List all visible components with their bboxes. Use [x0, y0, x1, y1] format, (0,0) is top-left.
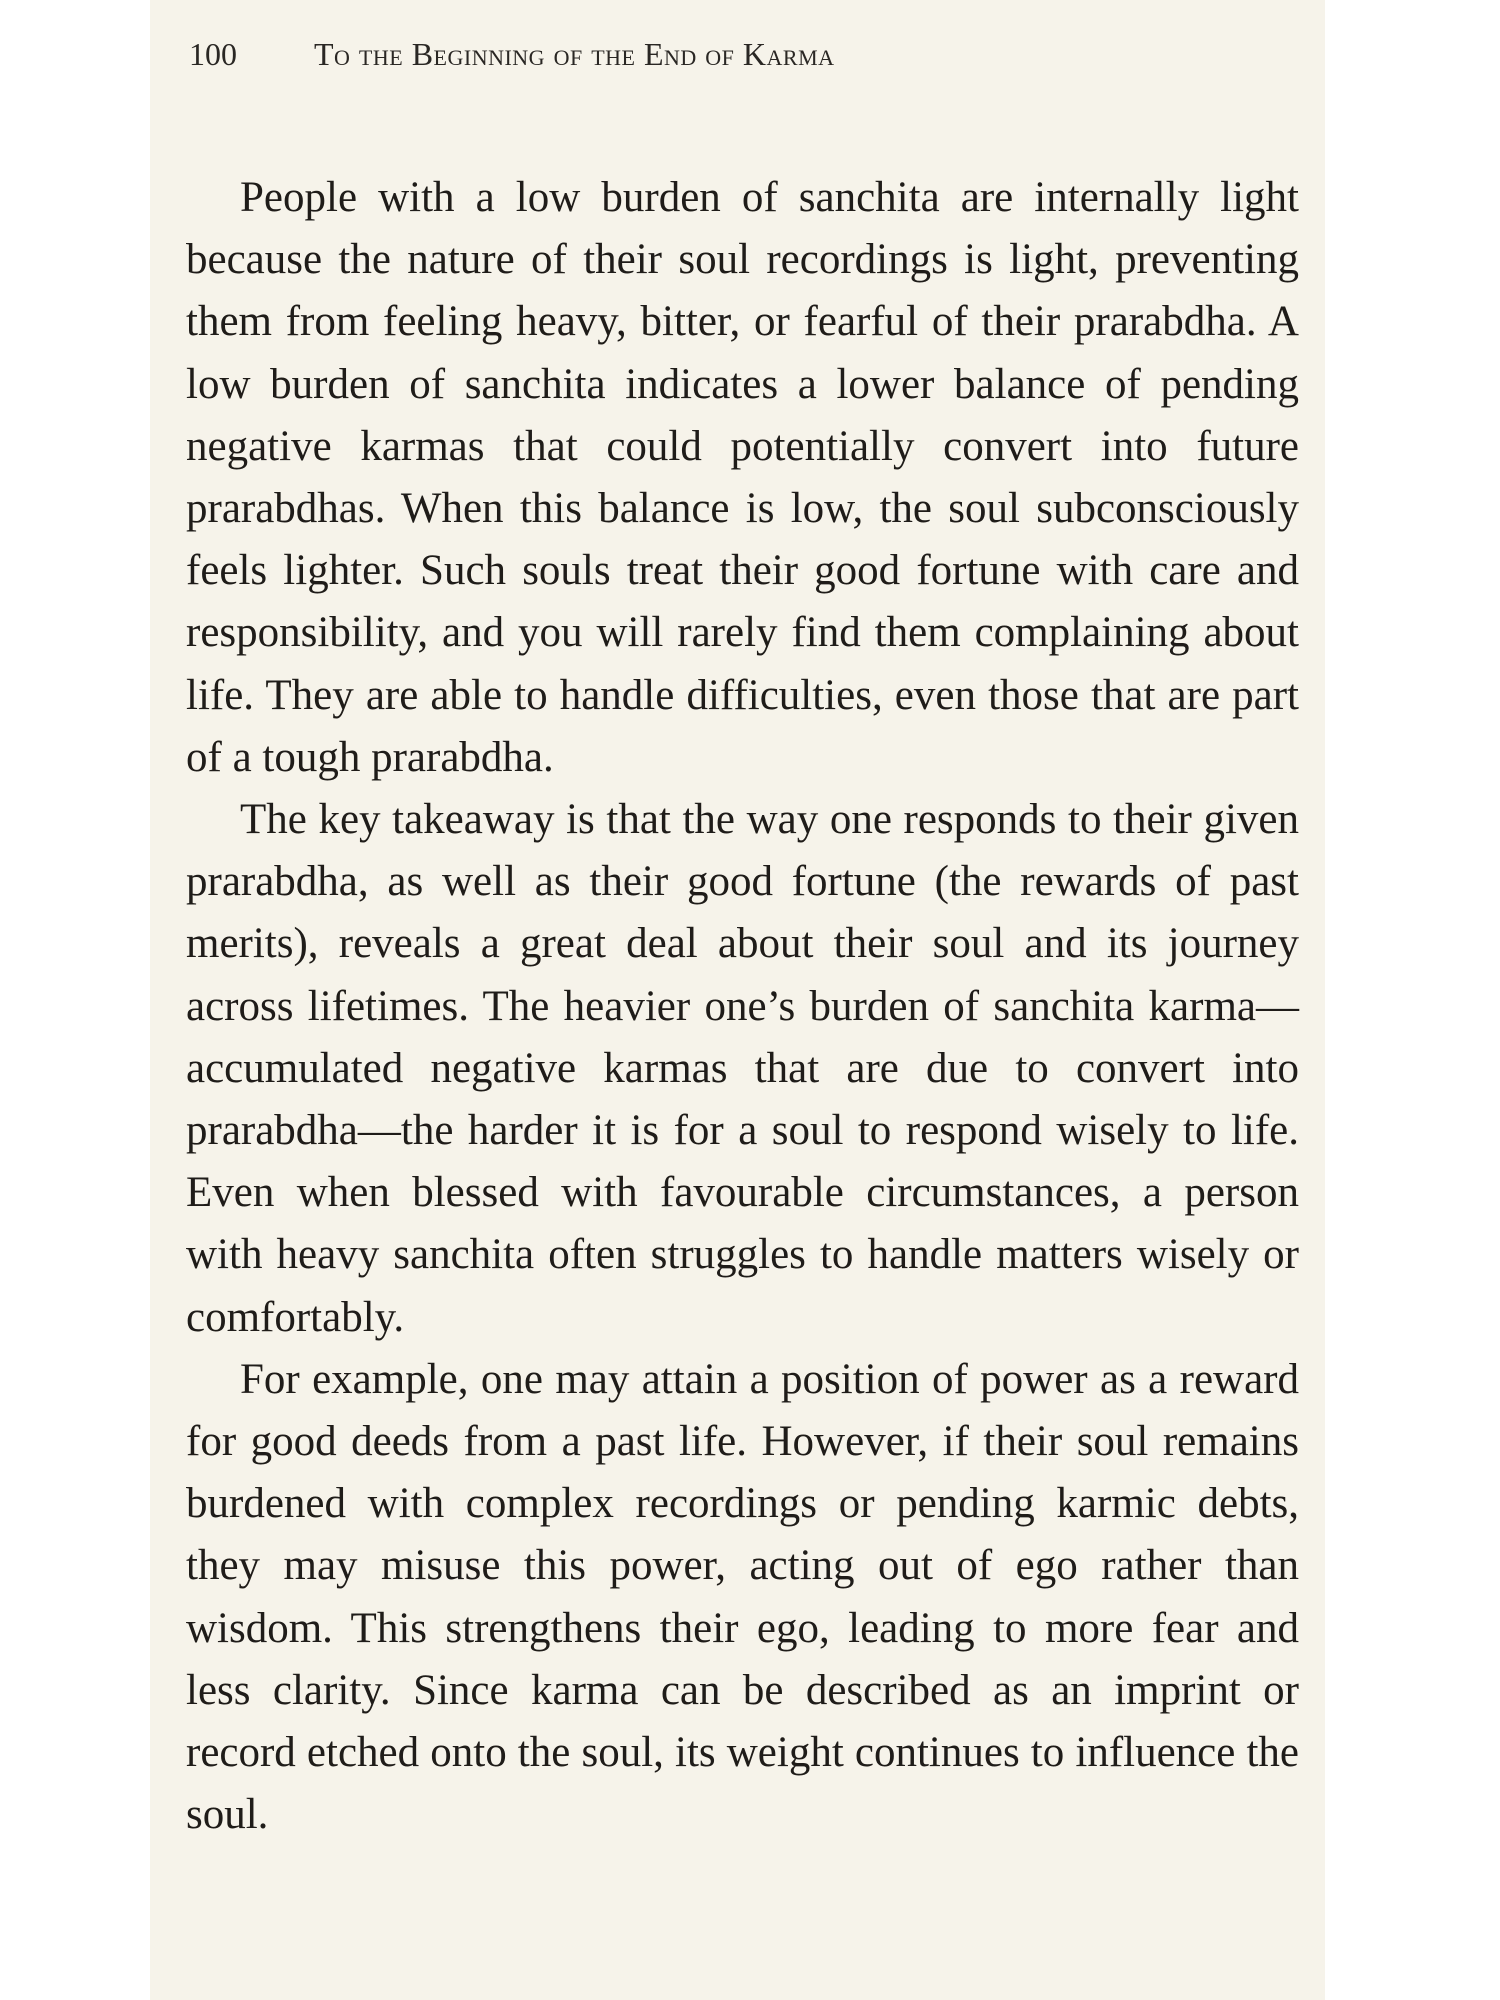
page-number: 100 [189, 36, 237, 72]
running-head: To the Beginning of the End of Karma [314, 36, 835, 72]
paragraph-1: People with a low burden of sanchita are internally light because the nature of their soul recordings is light, preventing them from feeling heavy, bitter, or fearful of their prarabdha. A low burden of sanchita indicates a lower balance of pending negative karmas that could potentially convert into future prarabdhas. When this balance is low, the soul subconsciously feels lighter. Such souls treat their good fortune with care and responsibility, and you will rarely find them complaining about life. They are able to handle difficulties, even those that are part of a tough prarabdha. [186, 174, 1299, 781]
paragraph-3: For example, one may attain a position of power as a reward for good deeds from a past life. However, if their soul remains burdened with complex recordings or pending karmic debts, they may misuse this power, acting out of ego rather than wisdom. This strengthens their ego, leading to more fear and less clarity. Since karma can be described as an imprint or record etched onto the soul, its weight continues to influence the soul. [186, 1355, 1299, 1839]
body-text [186, 167, 1299, 1846]
paragraph-2: The key takeaway is that the way one responds to their given prarabdha, as well as their good fortune (the rewards of past merits), reveals a great deal about their soul and its journey across lifetimes. The heavier one’s burden of sanchita karma—accumulated negative karmas that are due to convert into prarabdha—the harder it is for a soul to respond wisely to life. Even when blessed with favourable circumstances, a person with heavy sanchita often struggles to handle matters wisely or comfortably. [186, 796, 1299, 1341]
book-page [150, 0, 1325, 2000]
